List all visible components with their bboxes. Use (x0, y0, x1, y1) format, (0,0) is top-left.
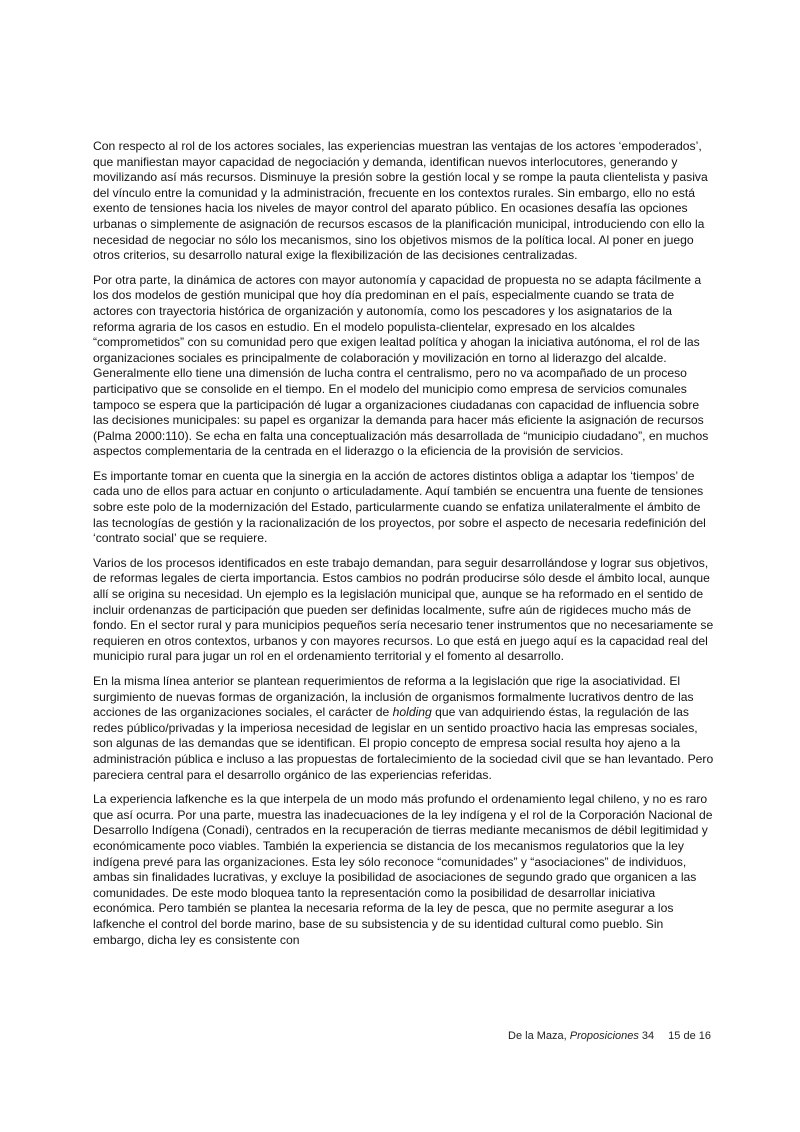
paragraph-5-after: que van adquiriendo éstas, la regulación de las redes público/privadas y la imperiosa necesidad de legislar en un sentido proactivo hacia las empresas sociales, son algunas de las demandas que se identifican. El propio concepto de empresa social resulta hoy ajeno a la administración pública e incluso a las propuestas de fortalecimiento de la sociedad civil que se han levantado. Pero pareciera central para el desarrollo orgánico de las experiencias referidas. (93, 705, 714, 782)
footer-page-number: 15 de 16 (668, 1030, 711, 1042)
paragraph-3: Es importante tomar en cuenta que la sinergia en la acción de actores distintos obliga a adaptar los ‘tiempos’ de cada uno de ellos para actuar en conjunto o articuladamente. Aquí también se encuentra una fuente de tensiones sobre este polo de la modernización del Estado, particularmente cuando se enfatiza unilateralmente el ámbito de las tecnologías de gestión y la racionalización de los proyectos, por sobre el aspecto de necesaria redefinición del ‘contrato social’ que se requiere. (93, 468, 706, 546)
paragraph-2: Por otra parte, la dinámica de actores con mayor autonomía y capacidad de propuesta no se adapta fácilmente a los dos modelos de gestión municipal que hoy día predominan en el país, especialmente cuando se trata de actores con trayectoria histórica de organización y autonomía, como los pescadores y los asignatarios de la reforma agraria de los casos en estudio. En el modelo populista-clientelar, expresado en los alcaldes “comprometidos” con su comunidad pero que exigen lealtad política y ahogan la iniciativa autónoma, el rol de las organizaciones sociales es principalmente de colaboración y movilización en torno al liderazgo del alcalde. Generalmente ello tiene una dimensión de lucha contra el centralismo, pero no va acompañado de un proceso participativo que se consolide en el tiempo. En el modelo del municipio como empresa de servicios comunales tampoco se espera que la participación dé lugar a organizaciones ciudadanas con capacidad de influencia sobre las decisiones municipales: su papel es organizar la demanda para hacer más eficiente la asignación de recursos (Palma 2000:110). Se echa en falta una conceptualización más desarrollada de “municipio ciudadano”, en muchos aspectos complementaria de la centrada en el liderazgo o la eficiencia de la provisión de servicios. (93, 272, 709, 459)
paragraph-1: Con respecto al rol de los actores sociales, las experiencias muestran las ventajas de los actores ‘empoderados’, que manifiestan mayor capacidad de negociación y demanda, identifican nuevos interlocutores, generando y movilizando así más recursos. Disminuye la presión sobre la gestión local y se rompe la pauta clientelista y pasiva del vínculo entre la comunidad y la administración, frecuente en los contextos rurales. Sin embargo, ello no está exento de tensiones hacia los niveles de mayor control del aparato público. En ocasiones desafía las opciones urbanas o simplemente de asignación de recursos escasos de la planificación municipal, introduciendo con ello la necesidad de negociar no sólo los mecanismos, sino los objetivos mismos de la política local. Al poner en juego otros criterios, su desarrollo natural exige la flexibilización de las decisiones centralizadas. (93, 139, 708, 263)
paragraph-6: La experiencia lafkenche es la que interpela de un modo más profundo el ordenamiento legal chileno, y no es raro que así ocurra. Por una parte, muestra las inadecuaciones de la ley indígena y el rol de la Corporación Nacional de Desarrollo Indígena (Conadi), centrados en la recuperación de tierras mediante mecanismos de débil legitimidad y económicamente poco viables. También la experiencia se distancia de los mecanismos regulatorios que la ley indígena prevé para las organizaciones. Esta ley sólo reconoce “comunidades” y “asociaciones” de individuos, ambas sin finalidades lucrativas, y excluye la posibilidad de asociaciones de segundo grado que organicen a las comunidades. De este modo bloquea tanto la representación como la posibilidad de desarrollar iniciativa económica. Pero también se plantea la necesaria reforma de la ley de pesca, que no permite asegurar a los lafkenche el control del borde marino, base de su subsistencia y de su identidad cultural como pueblo. Sin embargo, dicha ley es consistente con (93, 792, 713, 947)
footer-publication: Proposiciones (569, 1030, 639, 1042)
paragraph-5 (93, 674, 715, 783)
paragraph-4: Varios de los procesos identificados en este trabajo demandan, para seguir desarrollándose y lograr sus objetivos, de reformas legales de cierta importancia. Estos cambios no podrán producirse sólo desde el ámbito local, aunque allí se origina su necesidad. Un ejemplo es la legislación municipal que, aunque se ha reformado en el sentido de incluir ordenanzas de participación que pueden ser definidas localmente, sufre aún de rigideces mucho más de fondo. En el sector rural y para municipios pequeños sería necesario tener instrumentos que no necesariamente se requieren en otros contextos, urbanos y con mayores recursos. Lo que está en juego aquí es la capacidad real del municipio rural para jugar un rol en el ordenamiento territorial y el fomento al desarrollo. (93, 555, 714, 664)
paragraph-5-before: En la misma línea anterior se plantean requerimientos de reforma a la legislación que rige la asociatividad. El surgimiento de nuevas formas de organización, la inclusión de organismos formalmente lucrativos dentro de las acciones de las organizaciones sociales, el carácter de (93, 674, 694, 720)
footer-issue: 34 (638, 1030, 655, 1042)
body-text (93, 139, 715, 957)
footer-author: De la Maza, (508, 1030, 570, 1042)
page-footer (0, 1029, 711, 1043)
paragraph-5-italic: holding (392, 705, 432, 720)
